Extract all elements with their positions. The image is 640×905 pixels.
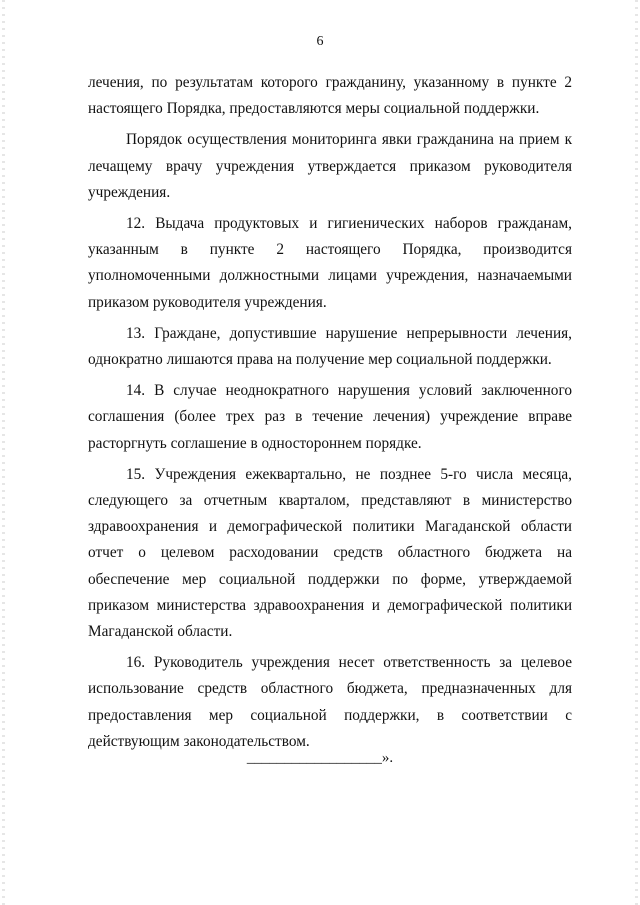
document-body bbox=[88, 70, 572, 760]
paragraph-item-14: 14. В случае неоднократного нарушения условий заключенного соглашения (более трех раз в течение лечения) учреждение вправе расторгнуть соглашение в одностороннем порядке. bbox=[88, 382, 572, 452]
paragraph-item-12: 12. Выдача продуктовых и гигиенических наборов гражданам, указанным в пункте 2 настоящего Порядка, производится уполномоченными должностными лицами учреждения, назначаемыми приказом руководителя учреждения. bbox=[88, 215, 572, 311]
closing-line: __________________». bbox=[246, 750, 394, 766]
paragraph-monitoring: Порядок осуществления мониторинга явки гражданина на прием к лечащему врачу учреждения утверждается приказом руководителя учреждения. bbox=[88, 131, 572, 201]
paragraph-item-16: 16. Руководитель учреждения несет ответственность за целевое использование средств областного бюджета, предназначенных для предоставления мер социальной поддержки, в соответствии с действующим законодательством. bbox=[88, 654, 572, 750]
paragraph-item-13: 13. Граждане, допустившие нарушение непрерывности лечения, однократно лишаются права на получение мер социальной поддержки. bbox=[88, 324, 572, 369]
scan-edge-right bbox=[635, 0, 638, 905]
page-number: 6 bbox=[316, 34, 324, 49]
paragraph-continuation: лечения, по результатам которого гражданину, указанному в пункте 2 настоящего Порядка, предоставляются меры социальной поддержки. bbox=[88, 74, 572, 118]
scan-edge-left bbox=[2, 0, 5, 905]
paragraph-item-15: 15. Учреждения ежеквартально, не позднее 5-го числа месяца, следующего за отчетным кварталом, представляют в министерство здравоохранения и демографической политики Магаданской области отчет о целевом расходовании средств областного бюджета на обеспечение мер социальной поддержки по форме, утверждаемой приказом министерства здравоохранения и демографической политики Магаданской области. bbox=[88, 465, 572, 641]
